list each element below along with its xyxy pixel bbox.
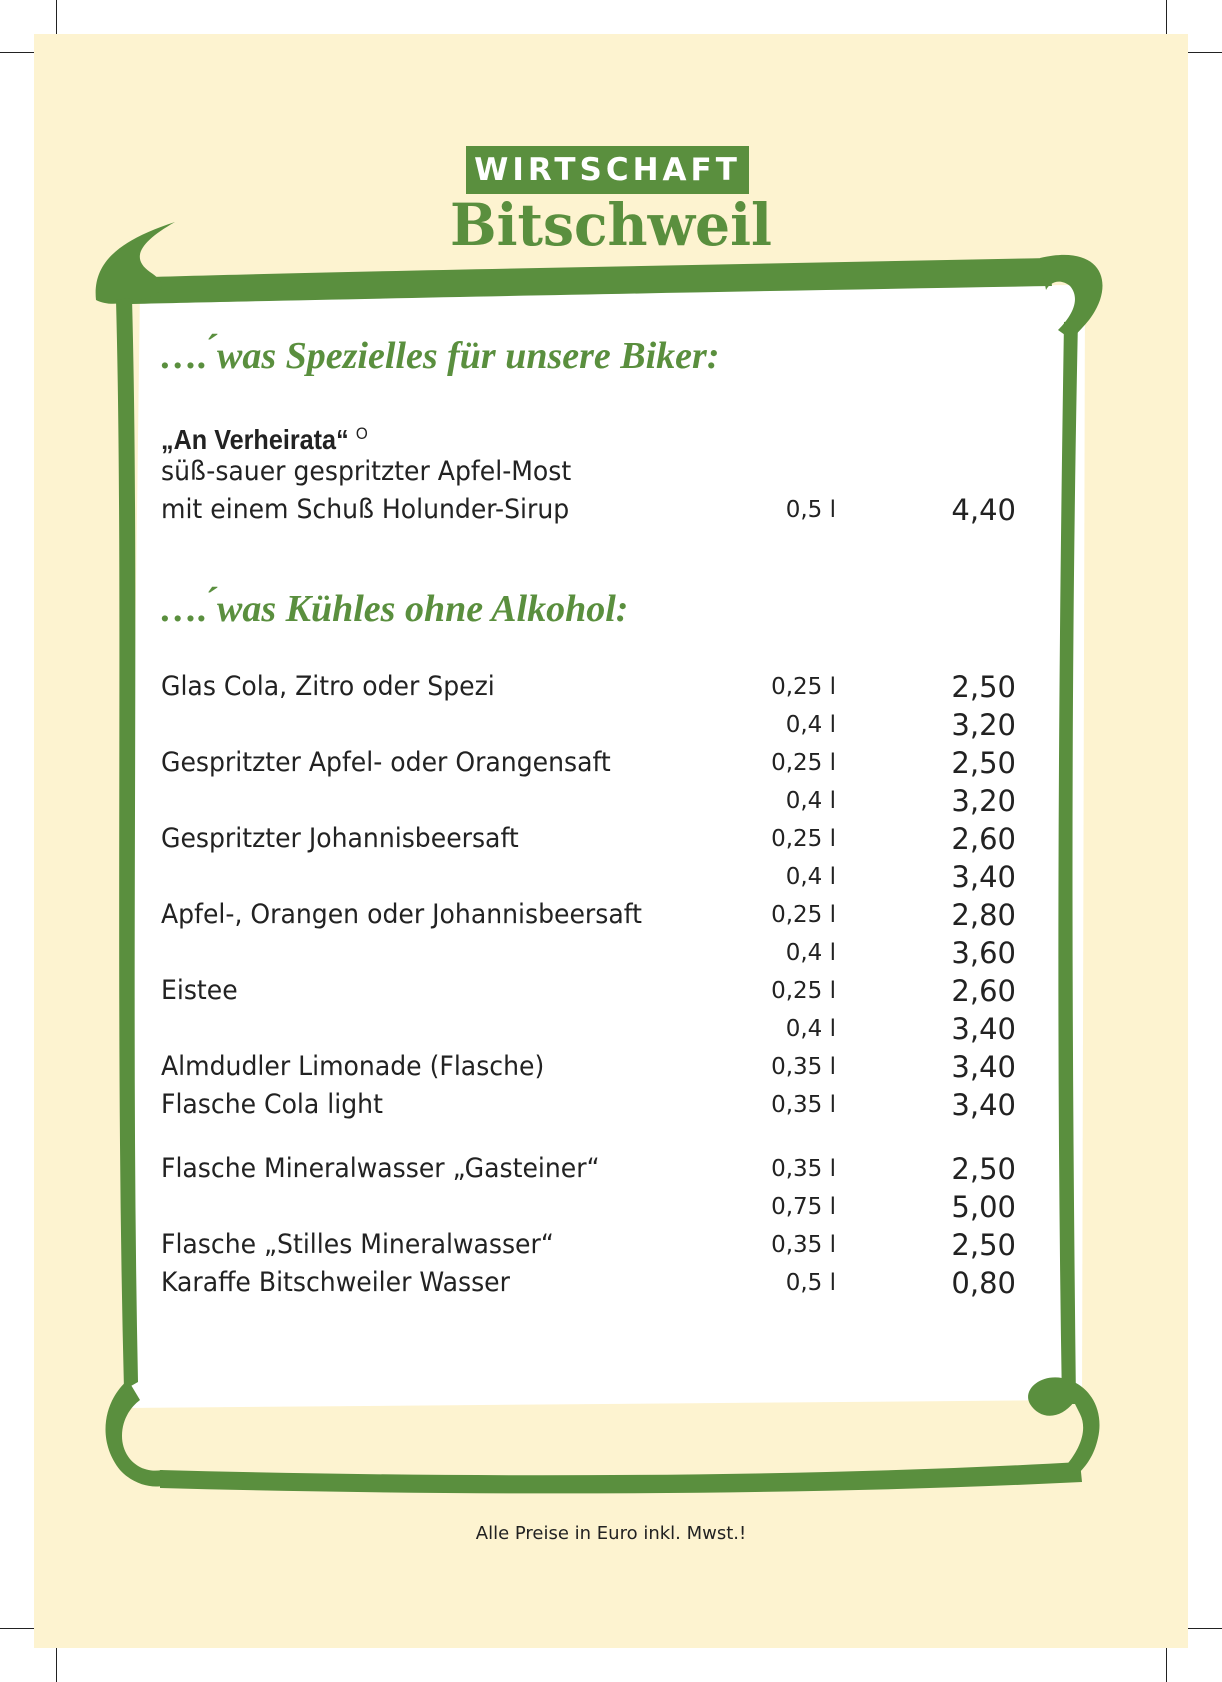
item-title-text: „An Verheirata“ (161, 424, 349, 455)
section-heading-biker: …. ́was Spezielles für unsere Biker: (160, 335, 720, 377)
menu-row (0, 1188, 1222, 1226)
drink-volume: 0,35 l (771, 1156, 836, 1182)
drink-price: 3,20 (951, 708, 1016, 742)
section-heading-non-alcoholic: …. ́was Kühles ohne Alkohol: (160, 588, 629, 630)
drink-volume: 0,75 l (771, 1194, 836, 1220)
drink-name: Gespritzter Apfel- oder Orangensaft (161, 747, 611, 778)
menu-row (0, 782, 1222, 820)
drink-price: 2,50 (951, 1152, 1016, 1186)
drink-volume: 0,25 l (771, 826, 836, 852)
drink-price: 3,40 (951, 860, 1016, 894)
menu-row (0, 858, 1222, 896)
drink-name: Eistee (161, 975, 238, 1006)
drink-volume: 0,5 l (785, 1270, 836, 1296)
menu-row (0, 706, 1222, 744)
drink-volume: 0,4 l (785, 864, 836, 890)
menu-row (0, 1264, 1222, 1302)
menu-row (0, 1010, 1222, 1048)
scroll-bottom-bar (160, 1462, 1082, 1493)
drink-name: Glas Cola, Zitro oder Spezi (161, 671, 495, 702)
menu-row (0, 1226, 1222, 1264)
drink-price: 2,60 (951, 822, 1016, 856)
item-description-line1: süß-sauer gespritzter Apfel-Most (161, 456, 572, 487)
drink-volume: 0,35 l (771, 1054, 836, 1080)
drink-price: 3,20 (951, 784, 1016, 818)
scroll-curl-bottom-right (1028, 1377, 1099, 1474)
drink-price: 2,80 (951, 898, 1016, 932)
drink-volume: 0,4 l (785, 940, 836, 966)
menu-row (0, 1086, 1222, 1124)
drink-volume: 0,25 l (771, 902, 836, 928)
drink-price: 5,00 (951, 1190, 1016, 1224)
item-description-line2: mit einem Schuß Holunder-Sirup (161, 494, 570, 525)
drink-volume: 0,4 l (785, 788, 836, 814)
drink-name: Karaffe Bitschweiler Wasser (161, 1267, 510, 1298)
drink-name: Flasche „Stilles Mineralwasser“ (161, 1229, 554, 1260)
drink-price: 3,40 (951, 1050, 1016, 1084)
drink-name: Apfel-, Orangen oder Johannisbeersaft (161, 899, 642, 930)
drink-name: Flasche Mineralwasser „Gasteiner“ (161, 1153, 600, 1184)
logo-bitschweil: Bitschweil (450, 191, 772, 259)
drink-volume: 0,25 l (771, 750, 836, 776)
drink-price: 3,40 (951, 1088, 1016, 1122)
menu-row (0, 896, 1222, 934)
drink-volume: 0,35 l (771, 1232, 836, 1258)
item-title (161, 416, 368, 458)
menu-row (0, 668, 1222, 706)
drink-price: 3,40 (951, 1012, 1016, 1046)
menu-row (0, 934, 1222, 972)
logo-wirtschaft: WIRTSCHAFT (466, 146, 749, 194)
drink-price: 3,60 (951, 936, 1016, 970)
drink-volume: 0,4 l (785, 1016, 836, 1042)
item-volume: 0,5 l (785, 497, 836, 523)
drink-volume: 0,25 l (771, 978, 836, 1004)
menu-row (0, 1048, 1222, 1086)
drink-name: Almdudler Limonade (Flasche) (161, 1051, 545, 1082)
menu-row (0, 491, 1222, 529)
drink-price: 2,60 (951, 974, 1016, 1008)
item-price: 4,40 (951, 493, 1016, 527)
drink-volume: 0,35 l (771, 1092, 836, 1118)
drink-price: 2,50 (951, 670, 1016, 704)
menu-row (0, 972, 1222, 1010)
drink-price: 2,50 (951, 1228, 1016, 1262)
price-footnote: Alle Preise in Euro inkl. Mwst.! (475, 1523, 747, 1544)
drink-volume: 0,25 l (771, 674, 836, 700)
drink-price: 2,50 (951, 746, 1016, 780)
item-mark: O (355, 424, 368, 443)
drink-volume: 0,4 l (785, 712, 836, 738)
menu-row (0, 820, 1222, 858)
drink-name: Gespritzter Johannisbeersaft (161, 823, 519, 854)
menu-row (0, 1150, 1222, 1188)
menu-row (0, 744, 1222, 782)
drink-price: 0,80 (951, 1266, 1016, 1300)
drink-name: Flasche Cola light (161, 1089, 383, 1120)
